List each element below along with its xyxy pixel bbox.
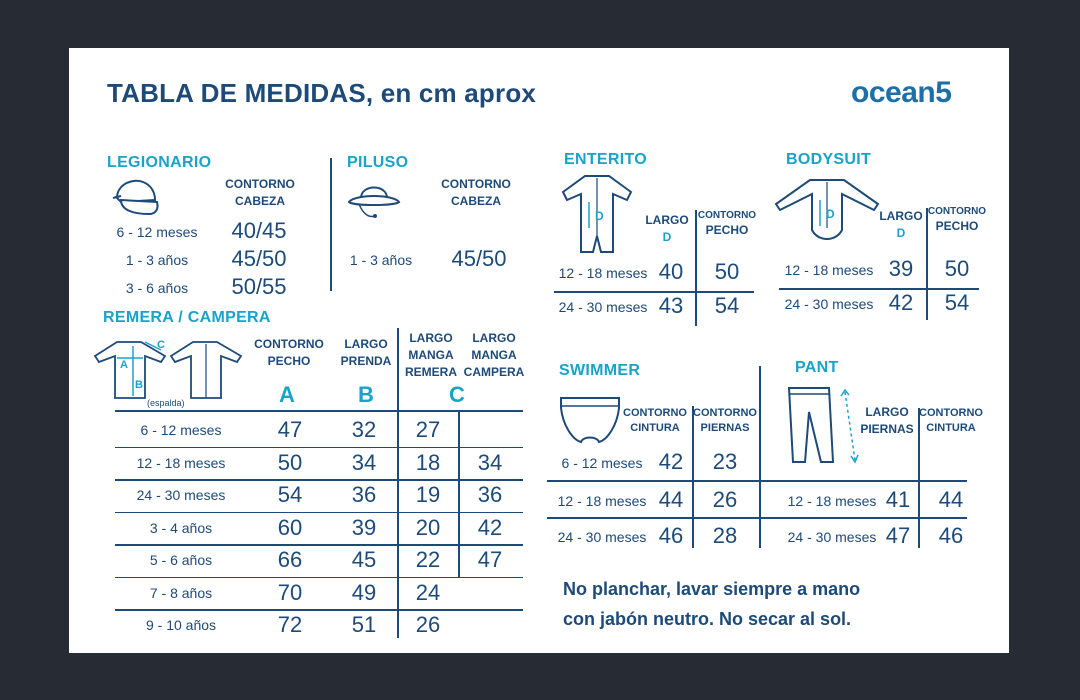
enterito-row-largo: 43 bbox=[658, 293, 684, 318]
remera-row-c1: 18 bbox=[415, 449, 441, 475]
remera-header-line bbox=[115, 410, 523, 412]
remera-row-c1: 26 bbox=[415, 612, 441, 638]
remera-row-c1: 20 bbox=[415, 514, 441, 540]
svg-text:D: D bbox=[826, 207, 835, 221]
bucket-hat-icon bbox=[345, 178, 403, 224]
remera-letter-b: B bbox=[358, 382, 374, 407]
piluso-row-label: 1 - 3 años bbox=[349, 252, 413, 268]
remera-row-b: 45 bbox=[351, 547, 377, 573]
enterito-title: ENTERITO bbox=[564, 151, 648, 168]
pants-icon bbox=[783, 382, 863, 468]
divider-legionario-piluso bbox=[330, 158, 332, 291]
piluso-title: PILUSO bbox=[347, 154, 409, 171]
enterito-row-largo: 40 bbox=[658, 259, 684, 284]
remera-row-label: 12 - 18 meses bbox=[136, 454, 226, 471]
size-chart-card bbox=[69, 48, 1009, 653]
pant-row-label: 24 - 30 meses bbox=[787, 529, 877, 545]
bodysuit-header-pecho: CONTORNO PECHO bbox=[927, 206, 987, 233]
enterito-row-label: 12 - 18 meses bbox=[558, 265, 648, 281]
remera-row-label: 7 - 8 años bbox=[149, 584, 213, 601]
remera-letter-c: C bbox=[449, 382, 465, 407]
pant-row-line bbox=[761, 517, 967, 519]
pant-row-largo: 41 bbox=[885, 487, 911, 512]
pant-col-line bbox=[918, 408, 920, 548]
bodysuit-icon bbox=[772, 176, 882, 246]
swimmer-row-cintura: 46 bbox=[658, 523, 684, 548]
legionario-row-label: 6 - 12 meses bbox=[116, 224, 198, 240]
remera-row-label: 5 - 6 años bbox=[149, 552, 213, 569]
enterito-row-pecho: 54 bbox=[714, 293, 740, 318]
remera-header-c2: LARGO MANGA CAMPERA bbox=[463, 331, 525, 379]
remera-row-c2 bbox=[459, 414, 521, 447]
remera-row-label: 24 - 30 meses bbox=[136, 487, 226, 504]
pant-row-line bbox=[761, 480, 967, 482]
bodysuit-row-label: 24 - 30 meses bbox=[784, 296, 874, 312]
svg-text:C: C bbox=[157, 339, 165, 351]
swimmer-row-piernas: 26 bbox=[712, 487, 738, 512]
remera-row-c2: 47 bbox=[477, 547, 503, 573]
remera-row-a: 47 bbox=[277, 417, 303, 443]
onesie-icon bbox=[557, 172, 637, 260]
remera-row-label: 6 - 12 meses bbox=[140, 422, 222, 439]
remera-row-a: 70 bbox=[277, 579, 303, 605]
swimmer-row-label: 6 - 12 meses bbox=[561, 455, 643, 471]
swimmer-header-piernas: CONTORNO PIERNAS bbox=[693, 407, 757, 434]
remera-row-a: 54 bbox=[277, 482, 303, 508]
bodysuit-row-pecho: 54 bbox=[944, 290, 970, 315]
page-title: TABLA DE MEDIDAS, en cm aprox bbox=[107, 78, 537, 108]
swimmer-title: SWIMMER bbox=[559, 362, 641, 379]
swimmer-row-piernas: 28 bbox=[712, 523, 738, 548]
remera-col-line-c2 bbox=[458, 410, 460, 577]
remera-row-c1: 24 bbox=[415, 579, 441, 605]
remera-row-c2: 42 bbox=[477, 514, 503, 540]
remera-row-b: 36 bbox=[351, 482, 377, 508]
piluso-row-value: 45/50 bbox=[451, 246, 507, 271]
remera-header-a: CONTORNO PECHO bbox=[254, 337, 324, 368]
swimmer-header-cintura: CONTORNO CINTURA bbox=[623, 407, 687, 434]
enterito-header-largo: LARGO D bbox=[645, 213, 689, 244]
remera-title: REMERA / CAMPERA bbox=[103, 309, 271, 326]
legionario-title: LEGIONARIO bbox=[107, 154, 212, 171]
piluso-header: CONTORNO CABEZA bbox=[441, 177, 511, 208]
legionario-row-label: 3 - 6 años bbox=[125, 280, 189, 296]
brand-logo: ocean5 bbox=[851, 76, 952, 109]
remera-row-b: 51 bbox=[351, 612, 377, 638]
shirt-jacket-icon bbox=[93, 336, 243, 408]
remera-row-label: 3 - 4 años bbox=[149, 519, 213, 536]
remera-row-c1: 22 bbox=[415, 547, 441, 573]
pant-row-cintura: 44 bbox=[938, 487, 964, 512]
remera-row-b: 49 bbox=[351, 579, 377, 605]
swim-diaper-icon bbox=[557, 392, 623, 450]
remera-row-c2 bbox=[459, 577, 521, 610]
remera-header-b: LARGO PRENDA bbox=[340, 337, 392, 368]
remera-row-b: 34 bbox=[351, 449, 377, 475]
swimmer-row-cintura: 42 bbox=[658, 449, 684, 474]
swimmer-row-cintura: 44 bbox=[658, 487, 684, 512]
pant-header-cintura: CONTORNO CINTURA bbox=[919, 407, 983, 434]
cap-icon bbox=[111, 176, 167, 218]
bodysuit-title: BODYSUIT bbox=[786, 151, 872, 168]
divider-swimmer-pant bbox=[759, 366, 761, 548]
svg-text:B: B bbox=[135, 379, 143, 391]
pant-row-cintura: 46 bbox=[938, 523, 964, 548]
swimmer-row-label: 24 - 30 meses bbox=[557, 529, 647, 545]
care-instructions: No planchar, lavar siempre a mano con jabón neutro. No secar al sol. bbox=[563, 579, 861, 629]
remera-row-c2: 36 bbox=[477, 482, 503, 508]
remera-row-c1: 19 bbox=[415, 482, 441, 508]
remera-letter-a: A bbox=[279, 382, 295, 407]
pant-header-largo: LARGO PIERNAS bbox=[860, 405, 914, 436]
pant-row-largo: 47 bbox=[885, 523, 911, 548]
legionario-row-label: 1 - 3 años bbox=[125, 252, 189, 268]
remera-row-c2 bbox=[459, 609, 521, 642]
bodysuit-header-largo: LARGO D bbox=[879, 209, 923, 240]
svg-text:(espalda): (espalda) bbox=[147, 398, 185, 408]
swimmer-row-piernas: 23 bbox=[712, 449, 738, 474]
remera-row-a: 60 bbox=[277, 514, 303, 540]
bodysuit-row-pecho: 50 bbox=[944, 256, 970, 281]
legionario-header: CONTORNO CABEZA bbox=[225, 177, 295, 208]
bodysuit-row-largo: 39 bbox=[888, 256, 914, 281]
enterito-row-label: 24 - 30 meses bbox=[558, 299, 648, 315]
enterito-row-line bbox=[554, 291, 754, 293]
bodysuit-row-largo: 42 bbox=[888, 290, 914, 315]
remera-row-b: 32 bbox=[351, 417, 377, 443]
remera-row-label: 9 - 10 años bbox=[145, 617, 217, 634]
bodysuit-col-line bbox=[926, 208, 928, 320]
bodysuit-row-label: 12 - 18 meses bbox=[784, 262, 874, 278]
enterito-header-pecho: CONTORNO PECHO bbox=[697, 210, 757, 237]
swimmer-col-line bbox=[692, 406, 694, 548]
enterito-col-line bbox=[695, 210, 697, 326]
pant-title: PANT bbox=[795, 359, 839, 376]
swimmer-row-label: 12 - 18 meses bbox=[557, 493, 647, 509]
svg-text:D: D bbox=[595, 209, 604, 223]
remera-row-a: 72 bbox=[277, 612, 303, 638]
pant-row-label: 12 - 18 meses bbox=[787, 493, 877, 509]
remera-header-c1: LARGO MANGA REMERA bbox=[404, 331, 457, 379]
svg-text:A: A bbox=[120, 359, 128, 371]
swimmer-row-line bbox=[547, 517, 759, 519]
bodysuit-row-line bbox=[779, 288, 979, 290]
remera-row-b: 39 bbox=[351, 514, 377, 540]
legionario-row-value: 40/45 bbox=[231, 218, 287, 243]
remera-row-a: 66 bbox=[277, 547, 303, 573]
swimmer-row-line bbox=[547, 480, 759, 482]
remera-row-c1: 27 bbox=[415, 417, 441, 443]
legionario-row-value: 45/50 bbox=[231, 246, 287, 271]
legionario-row-value: 50/55 bbox=[231, 274, 287, 299]
remera-row-a: 50 bbox=[277, 449, 303, 475]
remera-row-c2: 34 bbox=[477, 449, 503, 475]
enterito-row-pecho: 50 bbox=[714, 259, 740, 284]
